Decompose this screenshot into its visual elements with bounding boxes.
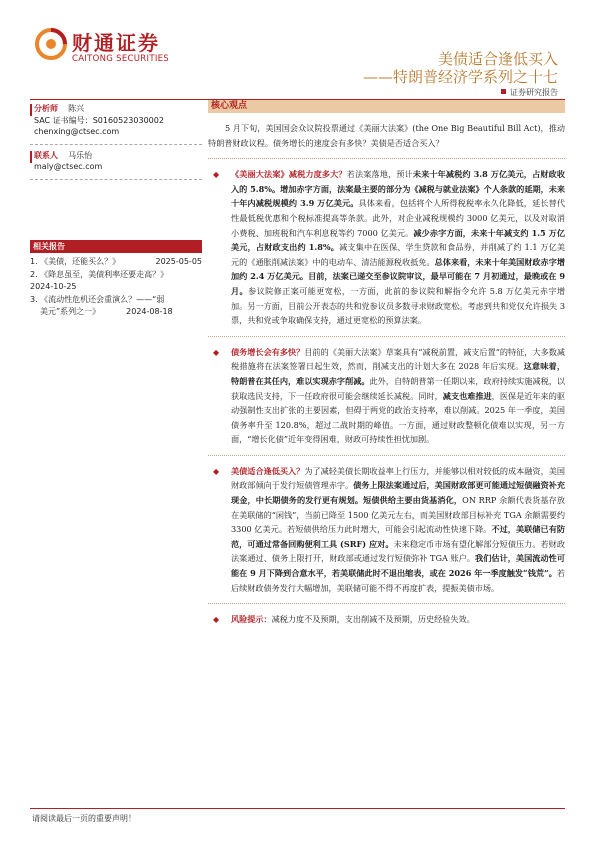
point-text: 减税力度不及预期，支出削减不及预期，历史经验失效。 — [271, 614, 475, 625]
point-lead: 风险提示： — [231, 614, 272, 625]
report-title: 美债适合逢低买入 — [437, 50, 558, 68]
point-bold: 我们估计，美国流动性可能在 9 月下降到合意水平，若美联储此时不退出缩表，或在 2026 年一季度触发“钱荒”。 — [231, 553, 565, 579]
point-buy-treasuries — [208, 464, 565, 595]
triangle-bullet-icon: ◆ — [213, 615, 220, 625]
point-bold: 总体来看，未来十年美国财政赤字增加约 2.4 万亿美元。目前，法案已递交至参议院审议，最早可能在 7 月初通过，最晚或在 9 月。 — [231, 256, 565, 296]
contact-role: 联系人 — [34, 150, 58, 160]
related-report-title-cont: 美元”系列之一》 — [40, 307, 101, 317]
contact-email[interactable]: maly@ctsec.com — [34, 162, 103, 172]
point-text: 未来稳定币市场有望化解部分短债压力。若财政法案通过、债务上限打开，财政部或通过发行短债弥补 TGA 账户。 — [231, 538, 565, 564]
related-report-1[interactable] — [30, 256, 202, 269]
square-bullet-icon — [501, 89, 506, 94]
dotted-divider — [208, 603, 565, 604]
intro-paragraph: 5 月下旬，美国国会众议院投票通过《美丽大法案》(the One Big Beautiful Bill Act)，推动特朗普财政议程。债务增长的速度会有多快？美债是否适合买入？ — [208, 123, 565, 148]
main-content — [208, 100, 565, 627]
point-text: 目前的《美丽大法案》草案具有“减税前置，减支后置”的特征，大多数减税措施将在法案签署日起生效，然而，削减支出的计划大多在 2028 年后实现。 — [231, 346, 565, 372]
sidebar — [30, 100, 202, 319]
accent-bar — [30, 104, 32, 116]
point-text: 具体来看，包括将个人所得税税率永久化降低，延长替代性最低税优惠和个税标准提高等条款。此外，对企业减税规模约 3000 亿美元，以及对取消小费税、加班税和汽车利息税等约 7000 亿美元。 — [231, 198, 565, 238]
related-report-title: 2. 《降息虽至，美债利率还要走高？》 — [30, 269, 169, 279]
point-bold: 减支也难推进 — [442, 390, 492, 401]
related-report-title: 1. 《美债，还能买么？》 — [30, 256, 121, 266]
point-bold: 减少赤字方面，未来十年减支约 1.5 万亿美元，占财政支出约 1.8%。 — [231, 227, 565, 253]
caitong-logo-icon — [34, 27, 68, 61]
contact-name: 马乐怡 — [68, 150, 93, 160]
logo-chinese-name: 财通证券 — [72, 31, 160, 55]
section-title: 核心观点 — [208, 100, 565, 113]
footer-disclaimer: 请阅读最后一页的重要声明！ — [32, 814, 136, 823]
point-lead: 美债适合逢低买入？ — [231, 465, 305, 476]
point-lead: 《美丽大法案》减税力度多大？ — [231, 169, 347, 180]
report-subtitle: ——特朗普经济学系列之十七 — [362, 68, 558, 86]
point-bold: 未来十年减税约 3.8 万亿美元，占财政收入的 5.8%。增加赤字方面，法案最主要的部分为《减税与就业法案》个人条款的延期，未来十年内减税规模约 3.9 万亿美元。 — [231, 169, 565, 209]
related-report-date: 2024-10-25 — [30, 282, 77, 292]
point-text: 此外，自特朗普第一任期以来，政府持续实施减税，以获取选民支持，下一任政府很可能会继续延长减税。同时， — [231, 375, 565, 401]
related-report-3[interactable] — [30, 294, 202, 319]
analyst-block — [30, 103, 202, 138]
point-risk-warning — [208, 612, 565, 627]
analyst-name: 陈兴 — [68, 104, 85, 113]
analyst-role: 分析师 — [34, 104, 58, 113]
triangle-bullet-icon: ◆ — [213, 466, 220, 476]
contact-block — [30, 150, 202, 173]
point-text: 若法案落地，预计 — [346, 169, 413, 180]
related-report-date: 2024-08-18 — [126, 307, 173, 317]
point-tax-cut — [208, 167, 565, 328]
point-text: 减支集中在医保、学生贷款和食品券，并削减了约 1.1 万亿美元的《通胀削减法案》中的电动车、清洁能源税收抵免。 — [231, 242, 566, 267]
point-lead: 债务增长会有多快？ — [231, 346, 305, 357]
company-logo — [34, 24, 194, 70]
divider — [30, 179, 202, 180]
related-report-2[interactable] — [30, 269, 202, 294]
logo-english-name: CAITONG SECURITIES — [72, 54, 169, 64]
report-type-label — [501, 87, 558, 98]
dotted-divider — [208, 455, 565, 456]
report-type-text: 证券研究报告 — [510, 88, 558, 97]
footer-divider — [30, 808, 565, 809]
point-bold: 这意味着，特朗普在其任内，难以实现赤字削减。 — [231, 361, 565, 386]
accent-bar — [30, 151, 32, 163]
point-text: 若后续财政债务发行大幅增加，美联储可能不得不再度扩表，提振美债市场。 — [231, 568, 565, 593]
analyst-email[interactable]: chenxing@ctsec.com — [34, 127, 120, 137]
triangle-bullet-icon: ◆ — [213, 170, 220, 180]
triangle-bullet-icon: ◆ — [213, 347, 220, 357]
related-reports-header: 相关报告 — [30, 240, 202, 253]
dotted-divider — [208, 336, 565, 337]
related-report-date: 2025-05-05 — [155, 256, 202, 266]
divider — [30, 144, 202, 145]
point-debt-growth — [208, 345, 565, 447]
point-text: ，医保是近年来的驱动强制性支出扩张的主要因素，但碍于两党的政治支持率，难以削减。2025 年一季度，美国债务率升至 120.8%，超过二战时期的峰值。一方面，通过财政整顿化债难以实现，另一方面，“增长化债”近年变得困难，财政可持续性担忧加剧。 — [231, 390, 565, 445]
point-text: 为了减轻美债长期收益率上行压力，并能够以相对较低的成本融资，美国财政部倾向于发行短债管理赤字。 — [231, 465, 565, 491]
point-bold: 债务上限法案通过后，美国财政部更可能通过短债融资补充现金，中长期债务的发行更有规划。短债供给主要由货基消化， — [231, 480, 565, 506]
point-text: ON RRP 余额代表货基存放在美联储的“闲钱”，当前已降至 1500 亿美元左右，而美国财政部目标补充 TGA 余额需要约 3300 亿美元。若短债供给压力此时增大，可能会引起流动性快速下降。 — [231, 495, 565, 535]
point-text: 参议院修正案可能更宽松，一方面，此前的参议院和解指令允许 5.8 万亿美元赤字增加。另一方面，目前公开表态的共和党参议员多数寻求财政宽松。考虑到共和党仅允许损失 3 票，共和党或争取确保支持，通过更宽松的预算法案。 — [231, 285, 565, 326]
dotted-divider — [208, 158, 565, 159]
cert-number: S0160523030002 — [92, 115, 164, 125]
related-report-title: 3. 《流动性危机还会重演么？——“弱 — [30, 294, 165, 304]
point-bold: 不过，美联储已有防范，可通过常备回购便利工具 (SRF) 应对。 — [231, 524, 565, 549]
cert-label: SAC 证书编号： — [34, 115, 93, 125]
